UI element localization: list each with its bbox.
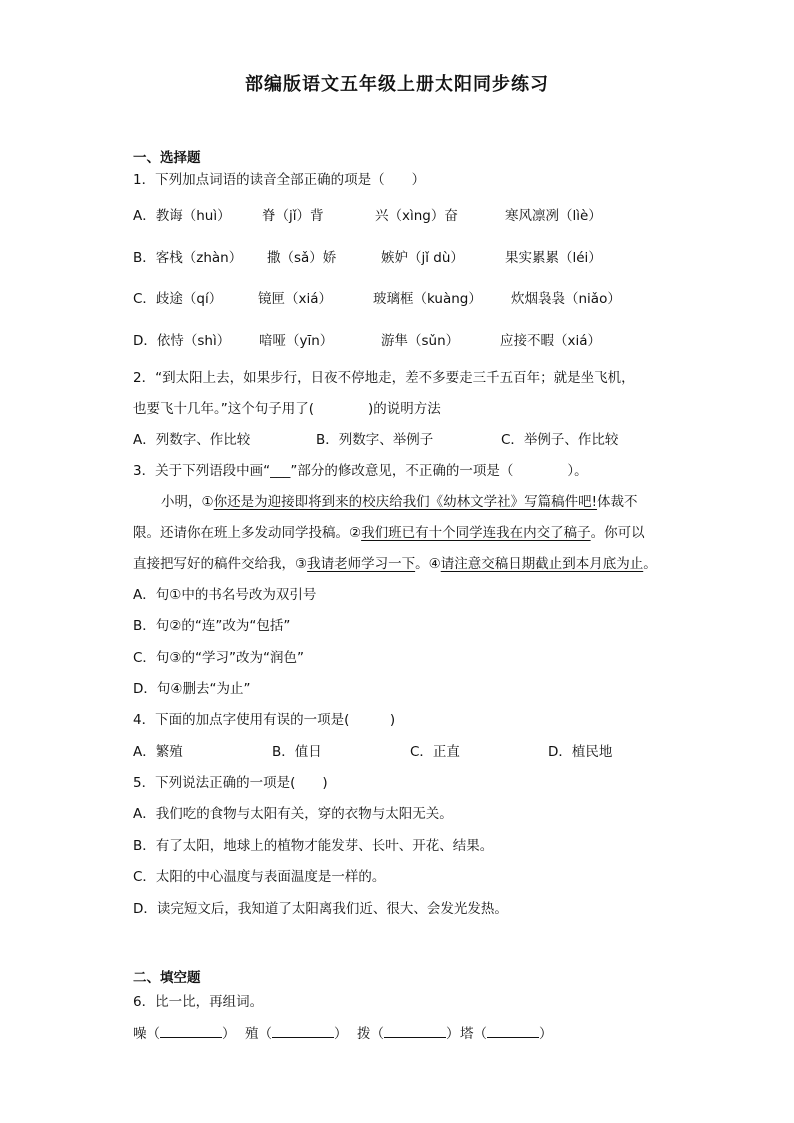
answer-blank-1[interactable] — [160, 1037, 222, 1038]
answer-blank-3[interactable] — [384, 1037, 446, 1038]
word-item-1: 噪（ ） — [133, 1026, 236, 1042]
question-5-option-a: A．我们吃的食物与太阳有关，穿的衣物与太阳无关。 — [133, 806, 453, 822]
question-2-option-b: B．列数字、举例子 — [316, 432, 434, 448]
question-1-stem: 1．下列加点词语的读音全部正确的项是（ ） — [133, 172, 426, 188]
question-5-stem: 5．下列说法正确的一项是( ) — [133, 775, 328, 791]
section-heading-choice: 一、选择题 — [133, 150, 201, 166]
question-3-option-b: B．句②的“连”改为“包括” — [133, 618, 291, 634]
answer-blank-2[interactable] — [272, 1037, 334, 1038]
answer-blank-4[interactable] — [487, 1037, 539, 1038]
question-4-option-c: C．正直 — [410, 744, 460, 760]
question-2-stem-line2: 也要飞十几年。”这个句子用了( )的说明方法 — [133, 401, 441, 417]
passage-line-1: 小明，①你还是为迎接即将到来的校庆给我们《幼林文学社》写篇稿件吧!体裁不 — [161, 494, 638, 510]
question-6-stem: 6．比一比，再组词。 — [133, 994, 264, 1010]
question-4-option-b: B．值日 — [272, 744, 322, 760]
passage-line-3: 直接把写好的稿件交给我，③我请老师学习一下。④请注意交稿日期截止到本月底为止。 — [133, 556, 657, 572]
page-title: 部编版语文五年级上册太阳同步练习 — [245, 74, 549, 95]
worksheet-page: 部编版语文五年级上册太阳同步练习 一、选择题 1．下列加点词语的读音全部正确的项是（ ） A．教诲（huì） 脊（jǐ）背 兴（xìng）奋 寒风凛冽（lìè） B．客栈（zhàn） 撒（sǎ）娇 嫉妒（jǐ dù） 果实累累（léi） C．歧途（qí） 镜匣（xiá） 玻璃框（kuàng） 炊烟袅袅（niǎo） D．依恃（shì） 喑哑（yīn） 游隼（sǔn） 应接不暇（xiá） 2．“到太阳上去，如果步行，日夜不停地走，差不多要走三千五百年；就是坐飞机， 也要飞十几年。”这个句子用了( )的说明方法 A．列数字、作比较 B．列数字、举例子 C．举例子、作比较 3．关于下列语段中画“___”部分的修改意见，不正确的一项是（ ）。 小明，①你还是为迎接即将到来的校庆给我们《幼林文学社》写篇稿件吧!体裁不 限。还请你在班上多发动同学投稿。②我们班已有十个同学连我在内交了稿子。你可以 直接把写好的稿件交给我，③我请老师学习一下。④请注意交稿日期截止到本月底为止。 A．句①中的书名号改为双引号 B．句②的“连”改为“包括” C．句③的“学习”改为“润色” D．句④删去“为止” 4．下面的加点字使用有误的一项是( ) A．繁殖 B．值日 C．正直 D．植民地 5．下列说法正确的一项是( ) A．我们吃的食物与太阳有关，穿的衣物与太阳无关。 B．有了太阳，地球上的植物才能发芽、长叶、开花、结果。 C．太阳的中心温度与表面温度是一样的。 D．读完短文后，我知道了太阳离我们近、很大、会发光发热。 二、填空题 6．比一比，再组词。 噪（ ） 殖（ ） 拨（ ） 塔（ ） — [0, 0, 794, 1123]
underlined-sentence-3: 我请老师学习一下 — [307, 556, 416, 572]
underlined-sentence-4: 请注意交稿日期截止到本月底为止 — [440, 556, 644, 572]
question-5-option-b: B．有了太阳，地球上的植物才能发芽、长叶、开花、结果。 — [133, 838, 494, 854]
question-2-option-c: C．举例子、作比较 — [501, 432, 619, 448]
word-item-4: 塔（ ） — [460, 1026, 553, 1042]
question-3-option-a: A．句①中的书名号改为双引号 — [133, 587, 317, 603]
underlined-sentence-1: 你还是为迎接即将到来的校庆给我们《幼林文学社》写篇稿件吧! — [213, 494, 598, 510]
passage-line-2: 限。还请你在班上多发动同学投稿。②我们班已有十个同学连我在内交了稿子。你可以 — [133, 525, 645, 541]
question-3-option-d: D．句④删去“为止” — [133, 681, 251, 697]
question-4-option-d: D．植民地 — [548, 744, 613, 760]
word-item-2: 殖（ ） — [245, 1026, 348, 1042]
question-4-option-a: A．繁殖 — [133, 744, 183, 760]
question-2-stem-line1: 2．“到太阳上去，如果步行，日夜不停地走，差不多要走三千五百年；就是坐飞机， — [133, 370, 635, 386]
question-5-option-c: C．太阳的中心温度与表面温度是一样的。 — [133, 869, 386, 885]
question-3-stem: 3．关于下列语段中画“___”部分的修改意见，不正确的一项是（ ）。 — [133, 463, 588, 479]
section-heading-fill-blank: 二、填空题 — [133, 970, 201, 986]
question-3-option-c: C．句③的“学习”改为“润色” — [133, 650, 305, 666]
question-2-option-a: A．列数字、作比较 — [133, 432, 251, 448]
word-item-3: 拨（ ） — [357, 1026, 460, 1042]
underlined-sentence-2: 我们班已有十个同学连我在内交了稿子 — [361, 525, 591, 541]
question-4-stem: 4．下面的加点字使用有误的一项是( ) — [133, 712, 396, 728]
question-5-option-d: D．读完短文后，我知道了太阳离我们近、很大、会发光发热。 — [133, 901, 508, 917]
